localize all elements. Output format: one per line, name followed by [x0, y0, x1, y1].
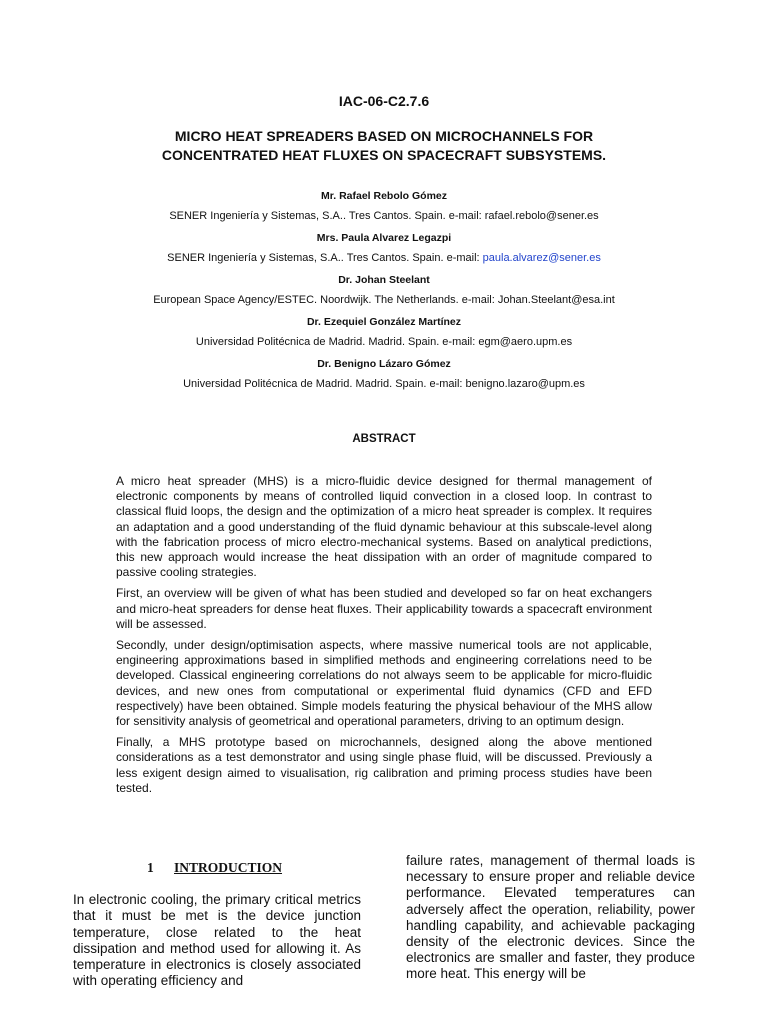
section-number: 1 — [147, 860, 154, 875]
paper-title — [0, 127, 768, 165]
author-affiliation: Universidad Politécnica de Madrid. Madrid. Spain. e-mail: benigno.lazaro@upm.es — [183, 378, 585, 390]
section-heading — [73, 860, 361, 876]
author-affiliation: SENER Ingeniería y Sistemas, S.A.. Tres Cantos. Spain. e-mail: rafael.rebolo@sener.es — [169, 210, 599, 222]
abstract-paragraph: First, an overview will be given of what has been studied and developed so far on heat exchangers and micro-heat spreaders for dense heat fluxes. Their applicability towards a spacecraft environment will be assessed. — [116, 586, 652, 631]
email-link[interactable]: paula.alvarez@sener.es — [482, 252, 601, 264]
abstract-body — [116, 474, 652, 802]
abstract-paragraph: Finally, a MHS prototype based on microchannels, designed along the above mentioned considerations as a test demonstrator and using single phase fluid, will be discussed. Previously a less exigent design aimed to visualisation, rig calibration and priming process studies have been tested. — [116, 735, 652, 795]
affiliation-text: SENER Ingeniería y Sistemas, S.A.. Tres Cantos. Spain. e-mail: — [167, 252, 483, 264]
author-affiliation: Universidad Politécnica de Madrid. Madrid. Spain. e-mail: egm@aero.upm.es — [195, 336, 573, 348]
paper-title-line: CONCENTRATED HEAT FLUXES ON SPACECRAFT SUBSYSTEMS. — [161, 147, 607, 163]
left-column — [73, 860, 361, 989]
body-paragraph: failure rates, management of thermal loads is necessary to ensure proper and reliable device performance. Elevated temperatures can adversely affect the operation, reliability, power handling capability, and achievable packaging density of the electronic devices. Since the electronics are smaller and faster, they produce more heat. This energy will be — [406, 853, 695, 982]
author-name: Dr. Johan Steelant — [338, 274, 430, 286]
paper-title-line: MICRO HEAT SPREADERS BASED ON MICROCHANNELS FOR — [174, 128, 594, 144]
paper-id: IAC-06-C2.7.6 — [338, 93, 430, 109]
author-affiliation — [0, 252, 768, 264]
abstract-heading: ABSTRACT — [352, 433, 416, 445]
author-name: Mr. Rafael Rebolo Gómez — [320, 190, 448, 202]
author-name: Mrs. Paula Alvarez Legazpi — [316, 232, 452, 244]
author-affiliation: European Space Agency/ESTEC. Noordwijk. The Netherlands. e-mail: Johan.Steelant@esa.int — [153, 294, 615, 306]
abstract-paragraph: A micro heat spreader (MHS) is a micro-fluidic device designed for thermal management of electronic components by means of controlled liquid convection in a closed loop. In contrast to classical fluid loops, the design and the optimization of a micro heat spreader is complex. It requires an adaptation and a good understanding of the fluid dynamic behaviour at this subscale-level along with the fabrication process of micro electro-mechanical systems. Based on analytical predictions, this new approach would increase the heat dissipation with an order of magnitude compared to passive cooling strategies. — [116, 474, 652, 580]
body-paragraph: In electronic cooling, the primary critical metrics that it must be met is the device junction temperature, close related to the heat dissipation and method used for allowing it. As temperature in electronics is closely associated with operating efficiency and — [73, 892, 361, 989]
author-name: Dr. Ezequiel González Martínez — [306, 316, 462, 328]
author-name: Dr. Benigno Lázaro Gómez — [317, 358, 451, 370]
right-column — [406, 853, 695, 983]
abstract-paragraph: Secondly, under design/optimisation aspects, where massive numerical tools are not applicable, engineering approximations based in simplified methods and engineering correlations need to be developed. Classical engineering correlations do not always seem to be applicable for micro-fluidic devices, and new ones from computational or experimental fluid dynamics (CFD and EFD respectively) have been obtained. Simple models featuring the physical behaviour of the MHS allow for sensitivity analysis of geometrical and operational parameters, driving to an optimum design. — [116, 638, 652, 729]
section-title: INTRODUCTION — [174, 860, 283, 875]
